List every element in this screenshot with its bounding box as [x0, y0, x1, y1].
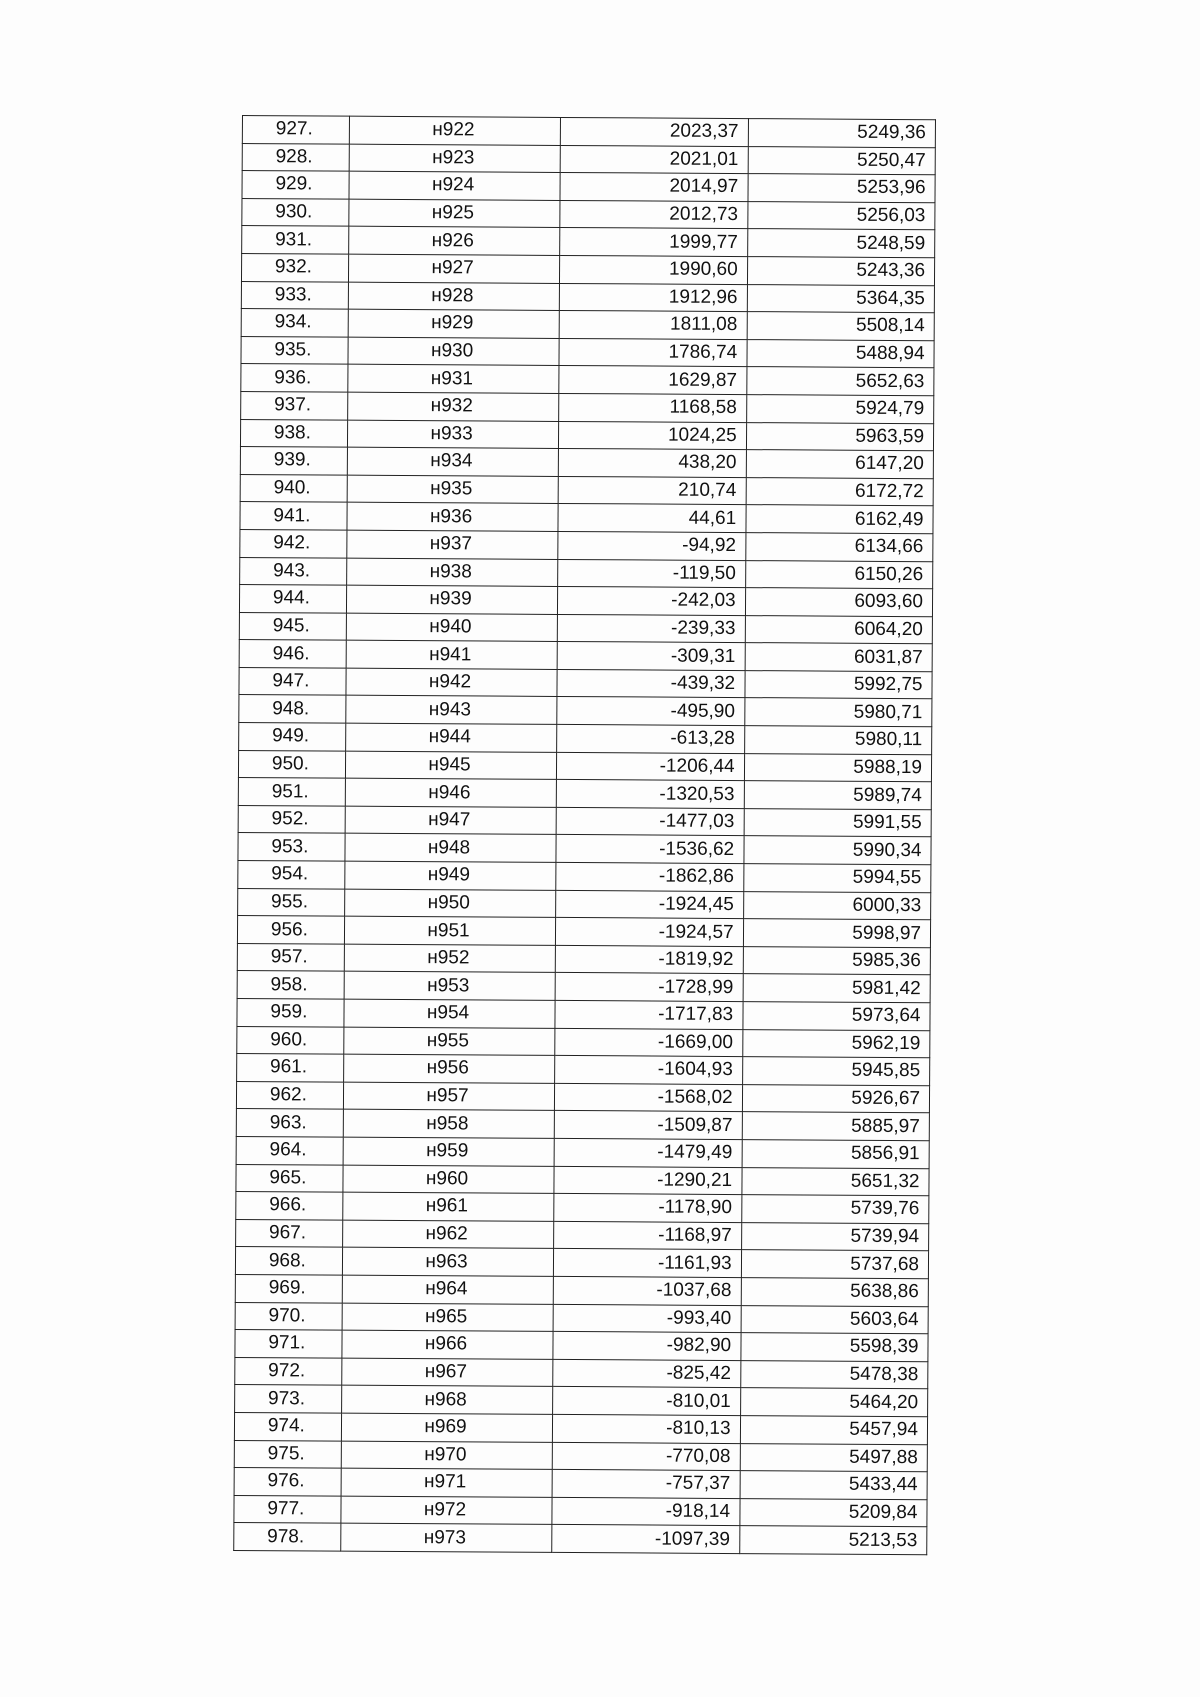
point-name-cell: н953: [344, 972, 556, 1001]
y-coordinate-cell: 6172,72: [746, 477, 934, 506]
row-number-cell: 975.: [234, 1440, 341, 1468]
point-name-cell: н954: [344, 999, 556, 1028]
x-coordinate-cell: -1862,86: [556, 862, 744, 891]
point-name-cell: н928: [348, 282, 560, 311]
y-coordinate-cell: 5856,91: [742, 1140, 930, 1169]
y-coordinate-cell: 5250,47: [748, 146, 936, 175]
y-coordinate-cell: 5598,39: [741, 1333, 929, 1362]
point-name-cell: н924: [349, 171, 561, 200]
x-coordinate-cell: -1178,90: [554, 1194, 742, 1223]
x-coordinate-cell: -1168,97: [554, 1221, 742, 1250]
row-number-cell: 929.: [242, 171, 349, 199]
table-row: [239, 667, 932, 699]
table-row: [240, 529, 933, 561]
y-coordinate-cell: 5962,19: [742, 1029, 930, 1058]
y-coordinate-cell: 6134,66: [745, 532, 933, 561]
row-number-cell: 960.: [237, 1026, 344, 1054]
row-number-cell: 938.: [240, 419, 347, 447]
point-name-cell: н969: [341, 1413, 553, 1442]
y-coordinate-cell: 5924,79: [746, 395, 934, 424]
table-row: [239, 695, 932, 727]
table-row: [241, 364, 934, 396]
table-row: [239, 612, 932, 644]
point-name-cell: н965: [342, 1303, 554, 1332]
y-coordinate-cell: 5457,94: [740, 1415, 928, 1444]
x-coordinate-cell: -1509,87: [555, 1111, 743, 1140]
x-coordinate-cell: 1024,25: [559, 421, 747, 450]
y-coordinate-cell: 6162,49: [746, 505, 934, 534]
x-coordinate-cell: 1912,96: [560, 283, 748, 312]
row-number-cell: 937.: [241, 391, 348, 419]
x-coordinate-cell: -1477,03: [556, 807, 744, 836]
row-number-cell: 947.: [239, 667, 346, 695]
y-coordinate-cell: 5926,67: [742, 1084, 930, 1113]
table-row: [241, 253, 934, 285]
x-coordinate-cell: -1568,02: [555, 1083, 743, 1112]
y-coordinate-cell: 6093,60: [745, 588, 933, 617]
x-coordinate-cell: -1536,62: [556, 835, 744, 864]
y-coordinate-cell: 6031,87: [745, 643, 933, 672]
y-coordinate-cell: 5980,11: [744, 726, 932, 755]
point-name-cell: н973: [340, 1523, 552, 1552]
row-number-cell: 953.: [238, 833, 345, 861]
x-coordinate-cell: -1924,45: [556, 890, 744, 919]
x-coordinate-cell: 44,61: [558, 504, 746, 533]
point-name-cell: н970: [341, 1441, 553, 1470]
table-row: [234, 1523, 927, 1555]
row-number-cell: 940.: [240, 474, 347, 502]
row-number-cell: 958.: [237, 971, 344, 999]
table-row: [240, 502, 933, 534]
point-name-cell: н947: [345, 806, 557, 835]
y-coordinate-cell: 5243,36: [747, 257, 935, 286]
row-number-cell: 968.: [235, 1247, 342, 1275]
point-name-cell: н948: [345, 834, 557, 863]
row-number-cell: 956.: [237, 916, 344, 944]
x-coordinate-cell: -810,01: [553, 1387, 741, 1416]
point-name-cell: н940: [346, 613, 558, 642]
table-row: [236, 1136, 929, 1168]
table-row: [241, 336, 934, 368]
x-coordinate-cell: -918,14: [552, 1497, 740, 1526]
point-name-cell: н950: [344, 889, 556, 918]
x-coordinate-cell: -982,90: [553, 1332, 741, 1361]
table-row: [238, 861, 931, 893]
y-coordinate-cell: 5737,68: [741, 1250, 929, 1279]
table-row: [242, 116, 935, 148]
row-number-cell: 976.: [234, 1468, 341, 1496]
point-name-cell: н935: [347, 475, 559, 504]
x-coordinate-cell: -1604,93: [555, 1056, 743, 1085]
x-coordinate-cell: -1097,39: [552, 1525, 740, 1554]
table-row: [242, 198, 935, 230]
row-number-cell: 944.: [239, 585, 346, 613]
row-number-cell: 977.: [234, 1495, 341, 1523]
point-name-cell: н941: [346, 640, 558, 669]
table-row: [241, 391, 934, 423]
row-number-cell: 941.: [240, 502, 347, 530]
point-name-cell: н929: [348, 309, 560, 338]
y-coordinate-cell: 5638,86: [741, 1278, 929, 1307]
y-coordinate-cell: 5739,76: [741, 1195, 929, 1224]
row-number-cell: 948.: [239, 695, 346, 723]
x-coordinate-cell: -1669,00: [555, 1028, 743, 1057]
y-coordinate-cell: 5992,75: [745, 670, 933, 699]
row-number-cell: 954.: [238, 861, 345, 889]
y-coordinate-cell: 6064,20: [745, 615, 933, 644]
table-row: [235, 1330, 928, 1362]
point-name-cell: н968: [341, 1385, 553, 1414]
row-number-cell: 966.: [236, 1192, 343, 1220]
point-name-cell: н927: [348, 254, 560, 283]
point-name-cell: н925: [349, 199, 561, 228]
x-coordinate-cell: -1290,21: [554, 1166, 742, 1195]
x-coordinate-cell: -1161,93: [554, 1249, 742, 1278]
x-coordinate-cell: -1479,49: [554, 1138, 742, 1167]
x-coordinate-cell: -1924,57: [556, 918, 744, 947]
table-row: [236, 1219, 929, 1251]
y-coordinate-cell: 5603,64: [741, 1305, 929, 1334]
x-coordinate-cell: -239,33: [558, 614, 746, 643]
y-coordinate-cell: 5464,20: [740, 1388, 928, 1417]
row-number-cell: 942.: [240, 529, 347, 557]
row-number-cell: 932.: [241, 253, 348, 281]
y-coordinate-cell: 5994,55: [743, 864, 931, 893]
y-coordinate-cell: 6000,33: [743, 891, 931, 920]
x-coordinate-cell: -1717,83: [555, 1000, 743, 1029]
point-name-cell: н943: [346, 696, 558, 725]
point-name-cell: н931: [348, 364, 560, 393]
table-row: [242, 143, 935, 175]
table-row: [237, 1054, 930, 1086]
y-coordinate-cell: 5253,96: [748, 174, 936, 203]
x-coordinate-cell: -993,40: [553, 1304, 741, 1333]
row-number-cell: 943.: [240, 557, 347, 585]
table-row: [238, 778, 931, 810]
y-coordinate-cell: 5508,14: [747, 312, 935, 341]
table-row: [236, 1081, 929, 1113]
table-row: [238, 805, 931, 837]
y-coordinate-cell: 5990,34: [744, 836, 932, 865]
point-name-cell: н934: [347, 447, 559, 476]
x-coordinate-cell: 1168,58: [559, 393, 747, 422]
x-coordinate-cell: 1811,08: [559, 311, 747, 340]
point-name-cell: н957: [343, 1082, 555, 1111]
table-row: [235, 1274, 928, 1306]
row-number-cell: 927.: [242, 116, 349, 144]
table-row: [235, 1357, 928, 1389]
point-name-cell: н932: [347, 392, 559, 421]
point-name-cell: н960: [343, 1165, 555, 1194]
y-coordinate-cell: 5478,38: [740, 1360, 928, 1389]
row-number-cell: 961.: [237, 1054, 344, 1082]
y-coordinate-cell: 5433,44: [740, 1471, 928, 1500]
point-name-cell: н966: [342, 1330, 554, 1359]
table-row: [239, 640, 932, 672]
row-number-cell: 973.: [235, 1385, 342, 1413]
y-coordinate-cell: 5988,19: [744, 753, 932, 782]
table-row: [237, 971, 930, 1003]
x-coordinate-cell: -757,37: [552, 1470, 740, 1499]
point-name-cell: н938: [346, 558, 558, 587]
table-row: [240, 557, 933, 589]
row-number-cell: 955.: [238, 888, 345, 916]
y-coordinate-cell: 5981,42: [743, 974, 931, 1003]
y-coordinate-cell: 5991,55: [744, 808, 932, 837]
point-name-cell: н937: [347, 530, 559, 559]
x-coordinate-cell: 1786,74: [559, 338, 747, 367]
row-number-cell: 972.: [235, 1357, 342, 1385]
row-number-cell: 945.: [239, 612, 346, 640]
table-row: [237, 916, 930, 948]
y-coordinate-cell: 5963,59: [746, 422, 934, 451]
point-name-cell: н936: [347, 502, 559, 531]
x-coordinate-cell: 2014,97: [560, 173, 748, 202]
x-coordinate-cell: 1999,77: [560, 228, 748, 257]
coordinates-table: [233, 115, 936, 1555]
point-name-cell: н962: [342, 1220, 554, 1249]
point-name-cell: н958: [343, 1110, 555, 1139]
row-number-cell: 951.: [238, 778, 345, 806]
x-coordinate-cell: 210,74: [558, 476, 746, 505]
table-row: [234, 1468, 927, 1500]
row-number-cell: 978.: [234, 1523, 341, 1551]
point-name-cell: н952: [344, 944, 556, 973]
table-row: [240, 474, 933, 506]
y-coordinate-cell: 5885,97: [742, 1112, 930, 1141]
x-coordinate-cell: -495,90: [557, 697, 745, 726]
row-number-cell: 959.: [237, 998, 344, 1026]
y-coordinate-cell: 5998,97: [743, 919, 931, 948]
table-row: [238, 750, 931, 782]
point-name-cell: н972: [341, 1496, 553, 1525]
y-coordinate-cell: 5980,71: [744, 698, 932, 727]
table-row: [242, 226, 935, 258]
table-row: [238, 833, 931, 865]
table-row: [234, 1412, 927, 1444]
x-coordinate-cell: -242,03: [558, 587, 746, 616]
row-number-cell: 962.: [236, 1081, 343, 1109]
y-coordinate-cell: 5249,36: [748, 119, 936, 148]
y-coordinate-cell: 5209,84: [740, 1498, 928, 1527]
x-coordinate-cell: -1728,99: [555, 973, 743, 1002]
x-coordinate-cell: 438,20: [559, 449, 747, 478]
y-coordinate-cell: 5488,94: [747, 339, 935, 368]
x-coordinate-cell: 2012,73: [560, 200, 748, 229]
row-number-cell: 928.: [242, 143, 349, 171]
y-coordinate-cell: 5213,53: [739, 1526, 927, 1555]
y-coordinate-cell: 5985,36: [743, 946, 931, 975]
table-row: [234, 1495, 927, 1527]
table-row: [237, 1026, 930, 1058]
table-row: [236, 1164, 929, 1196]
point-name-cell: н945: [345, 751, 557, 780]
y-coordinate-cell: 5989,74: [744, 781, 932, 810]
row-number-cell: 957.: [237, 943, 344, 971]
y-coordinate-cell: 5651,32: [742, 1167, 930, 1196]
x-coordinate-cell: -439,32: [557, 669, 745, 698]
table-row: [242, 171, 935, 203]
x-coordinate-cell: -119,50: [558, 559, 746, 588]
x-coordinate-cell: -1819,92: [556, 945, 744, 974]
point-name-cell: н964: [342, 1275, 554, 1304]
point-name-cell: н949: [345, 861, 557, 890]
table-row: [240, 419, 933, 451]
table-row: [236, 1109, 929, 1141]
y-coordinate-cell: 5973,64: [743, 1002, 931, 1031]
point-name-cell: н922: [349, 116, 561, 145]
point-name-cell: н951: [344, 916, 556, 945]
table-row: [240, 447, 933, 479]
row-number-cell: 931.: [242, 226, 349, 254]
table-row: [241, 281, 934, 313]
row-number-cell: 939.: [240, 447, 347, 475]
point-name-cell: н939: [346, 585, 558, 614]
y-coordinate-cell: 6147,20: [746, 450, 934, 479]
table-row: [239, 723, 932, 755]
row-number-cell: 946.: [239, 640, 346, 668]
point-name-cell: н926: [348, 227, 560, 256]
x-coordinate-cell: -1037,68: [554, 1276, 742, 1305]
x-coordinate-cell: -94,92: [558, 531, 746, 560]
row-number-cell: 969.: [235, 1274, 342, 1302]
y-coordinate-cell: 5945,85: [742, 1057, 930, 1086]
x-coordinate-cell: 2023,37: [561, 117, 749, 146]
point-name-cell: н930: [348, 337, 560, 366]
row-number-cell: 971.: [235, 1330, 342, 1358]
table-row: [237, 998, 930, 1030]
row-number-cell: 964.: [236, 1136, 343, 1164]
table-row: [236, 1192, 929, 1224]
x-coordinate-cell: 2021,01: [560, 145, 748, 174]
y-coordinate-cell: 5364,35: [747, 284, 935, 313]
point-name-cell: н959: [343, 1137, 555, 1166]
row-number-cell: 952.: [238, 805, 345, 833]
x-coordinate-cell: 1629,87: [559, 366, 747, 395]
point-name-cell: н961: [343, 1192, 555, 1221]
point-name-cell: н942: [346, 668, 558, 697]
row-number-cell: 930.: [242, 198, 349, 226]
point-name-cell: н956: [343, 1054, 555, 1083]
row-number-cell: 949.: [239, 723, 346, 751]
point-name-cell: н963: [342, 1247, 554, 1276]
row-number-cell: 967.: [236, 1219, 343, 1247]
coordinates-table-body: [234, 116, 936, 1555]
row-number-cell: 935.: [241, 336, 348, 364]
y-coordinate-cell: 5248,59: [747, 229, 935, 258]
table-row: [235, 1385, 928, 1417]
row-number-cell: 965.: [236, 1164, 343, 1192]
x-coordinate-cell: -613,28: [557, 724, 745, 753]
x-coordinate-cell: -309,31: [557, 642, 745, 671]
table-row: [235, 1302, 928, 1334]
point-name-cell: н967: [342, 1358, 554, 1387]
x-coordinate-cell: -810,13: [553, 1414, 741, 1443]
table-row: [237, 943, 930, 975]
table-row: [239, 585, 932, 617]
row-number-cell: 963.: [236, 1109, 343, 1137]
point-name-cell: н946: [345, 778, 557, 807]
y-coordinate-cell: 5497,88: [740, 1443, 928, 1472]
point-name-cell: н933: [347, 420, 559, 449]
table-row: [234, 1440, 927, 1472]
y-coordinate-cell: 6150,26: [745, 560, 933, 589]
row-number-cell: 933.: [241, 281, 348, 309]
x-coordinate-cell: -770,08: [553, 1442, 741, 1471]
row-number-cell: 934.: [241, 309, 348, 337]
point-name-cell: н955: [344, 1027, 556, 1056]
x-coordinate-cell: -1206,44: [557, 752, 745, 781]
row-number-cell: 970.: [235, 1302, 342, 1330]
y-coordinate-cell: 5652,63: [746, 367, 934, 396]
table-row: [235, 1247, 928, 1279]
x-coordinate-cell: -1320,53: [557, 780, 745, 809]
point-name-cell: н923: [349, 144, 561, 173]
table-row: [238, 888, 931, 920]
y-coordinate-cell: 5256,03: [747, 201, 935, 230]
table-row: [241, 309, 934, 341]
point-name-cell: н944: [345, 723, 557, 752]
row-number-cell: 936.: [241, 364, 348, 392]
row-number-cell: 950.: [238, 750, 345, 778]
point-name-cell: н971: [341, 1468, 553, 1497]
y-coordinate-cell: 5739,94: [741, 1222, 929, 1251]
x-coordinate-cell: -825,42: [553, 1359, 741, 1388]
x-coordinate-cell: 1990,60: [560, 255, 748, 284]
row-number-cell: 974.: [234, 1412, 341, 1440]
